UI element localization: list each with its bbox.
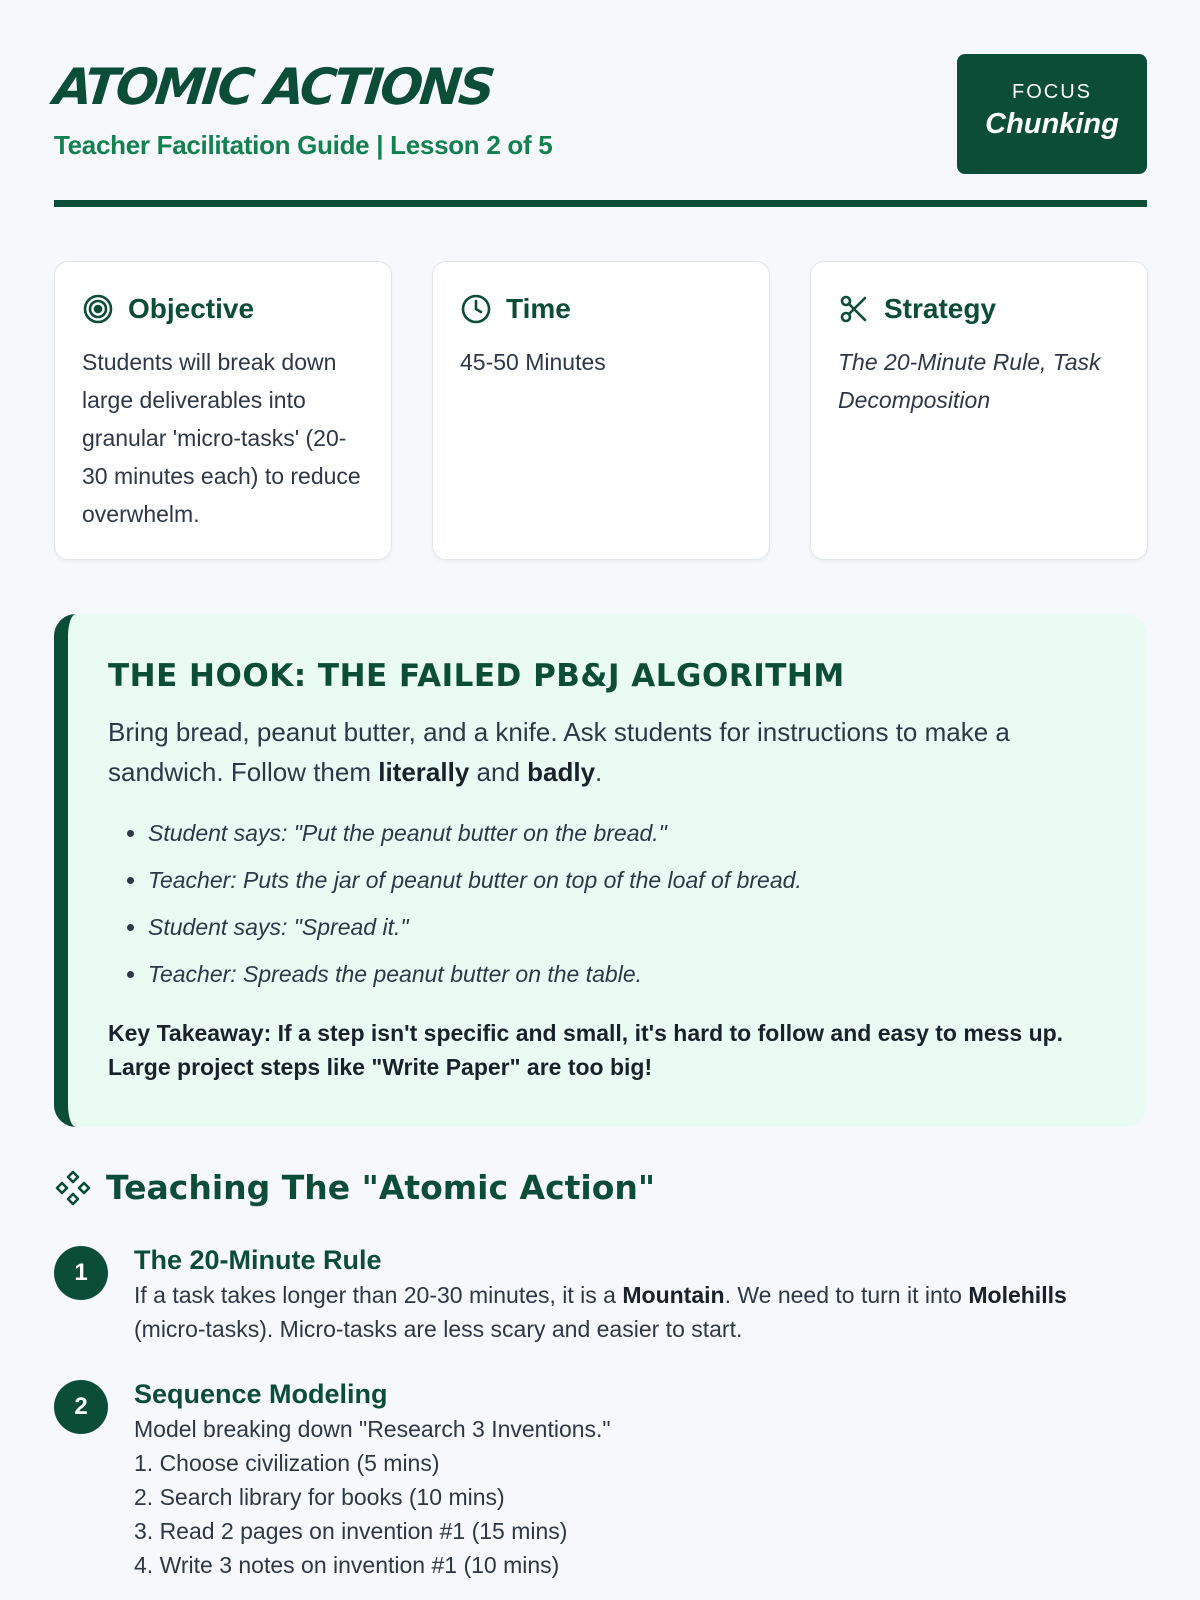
card-title: Objective (128, 293, 255, 324)
info-cards (54, 261, 1147, 560)
key-takeaway: Key Takeaway: If a step isn't specific and small, it's hard to follow and easy to mess up. Large project steps like "Write Paper" are too big! (108, 1020, 1064, 1080)
step-line: 1. Choose civilization (5 mins) (134, 1450, 440, 1476)
clock-icon (460, 293, 492, 325)
target-icon (82, 293, 114, 325)
list-item: • Teacher: Spreads the peanut butter on the table. (148, 951, 1107, 998)
hook-callout (54, 614, 1147, 1127)
step-title: Sequence Modeling (134, 1379, 388, 1409)
scissors-icon (838, 293, 870, 325)
lesson-page (50, 0, 1147, 1578)
step-line: Model breaking down "Research 3 Inventions." (134, 1416, 611, 1442)
hook-intro: Bring bread, peanut butter, and a knife. Ask students for instructions to make a sandwich. Follow them literally and badly. (108, 717, 1010, 787)
step-line: 3. Read 2 pages on invention #1 (15 mins) (134, 1518, 568, 1544)
header (50, 0, 1147, 206)
hook-title: THE HOOK: THE FAILED PB&J ALGORITHM (108, 658, 845, 694)
step-number: 1 (54, 1246, 108, 1300)
page-title: ATOMIC ACTIONS (50, 58, 495, 116)
card-body: The 20-Minute Rule, Task Decomposition (838, 349, 1101, 413)
list-item: • Student says: "Spread it." (148, 904, 1107, 951)
step-title: The 20-Minute Rule (134, 1245, 382, 1275)
hook-bullets (108, 810, 1107, 998)
step-line: 4. Write 3 notes on invention #1 (10 mins) (134, 1552, 560, 1578)
focus-value: Chunking (985, 108, 1119, 140)
step-text: If a task takes longer than 20-30 minutes, it is a Mountain. We need to turn it into Molehills (micro-tasks). Micro-tasks are less scary and easier to start. (134, 1282, 1067, 1342)
header-divider (54, 200, 1147, 207)
focus-badge (957, 54, 1147, 174)
objective-card (54, 261, 392, 560)
time-card (432, 261, 770, 560)
list-item: • Student says: "Put the peanut butter on the bread." (148, 810, 1107, 857)
list-item: • Teacher: Puts the jar of peanut butter on top of the loaf of bread. (148, 857, 1107, 904)
section-heading (54, 1168, 655, 1207)
focus-label: FOCUS (1012, 81, 1092, 103)
card-body: Students will break down large deliverables into granular 'micro-tasks' (20-30 minutes each) to reduce overwhelm. (82, 349, 361, 527)
section-title: Teaching The "Atomic Action" (106, 1168, 656, 1207)
card-title: Time (506, 293, 571, 324)
step-number: 2 (54, 1380, 108, 1434)
page-subtitle: Teacher Facilitation Guide | Lesson 2 of 5 (54, 130, 553, 160)
components-icon (54, 1169, 92, 1207)
strategy-card (810, 261, 1148, 560)
step-line: 2. Search library for books (10 mins) (134, 1484, 505, 1510)
card-title: Strategy (884, 293, 997, 324)
card-body: 45-50 Minutes (460, 349, 606, 375)
